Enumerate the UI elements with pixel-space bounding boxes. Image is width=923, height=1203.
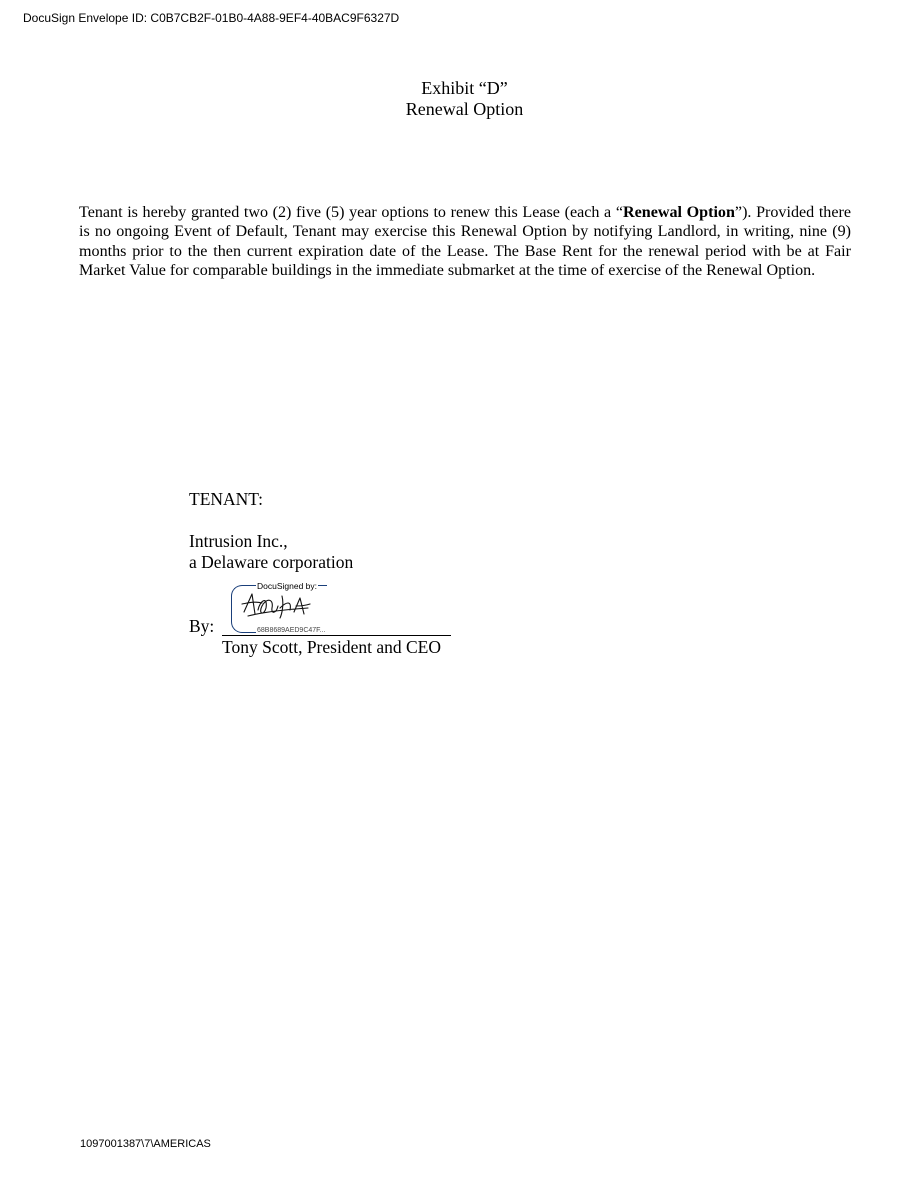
- exhibit-subtitle: Renewal Option: [405, 99, 524, 119]
- paragraph-text-end: ”). Provided there is no ongoing Event of Default, Tenant may exercise this Renewal Option by notifying Landlord, in writing, nine (9) months prior to the then current expiration date of the Lease. The Base Rent for the renewal period with be at Fair Market Value for comparable buildings in the immediate submarket at the time of exercise of the Renewal Option.: [79, 204, 851, 279]
- by-label: By:: [189, 616, 215, 636]
- renewal-option-term: Renewal Option: [622, 204, 735, 221]
- tenant-label: TENANT:: [189, 489, 263, 509]
- footer-document-id: 1097001387\7\AMERICAS: [80, 1138, 211, 1150]
- exhibit-title: Exhibit “D”: [421, 78, 508, 98]
- docusign-hash: 68B8689AED9C47F...: [257, 627, 326, 634]
- paragraph-text-start: Tenant is hereby granted two (2) five (5) year options to renew this Lease (each a “: [79, 204, 623, 221]
- docusign-envelope-id: DocuSign Envelope ID: C0B7CB2F-01B0-4A88-9EF4-40BAC9F6327D: [23, 11, 400, 25]
- signer-name-title: Tony Scott, President and CEO: [222, 637, 441, 657]
- docusigned-by-label: DocuSigned by:: [257, 581, 318, 591]
- renewal-option-paragraph: [79, 203, 851, 280]
- company-type: a Delaware corporation: [189, 552, 354, 572]
- company-name: Intrusion Inc.,: [189, 531, 288, 551]
- handwritten-signature: [238, 588, 318, 626]
- signature-line: [222, 635, 451, 636]
